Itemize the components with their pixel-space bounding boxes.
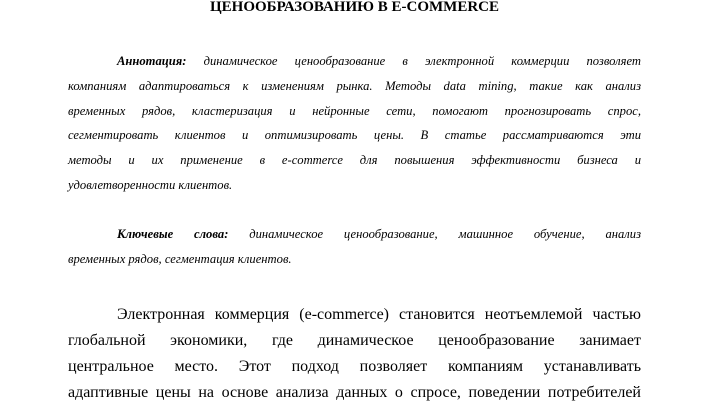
keywords — [68, 222, 641, 272]
abstract-line-4: сегментировать клиентов и оптимизировать цены. В статье рассматриваются эти — [68, 128, 641, 143]
abstract — [68, 49, 641, 198]
abstract-line-5: методы и их применение в e-commerce для повышения эффективности бизнеса и — [68, 153, 641, 168]
body-line-3: центральное место. Этот подход позволяет компаниям устанавливать — [68, 358, 641, 375]
abstract-line-6: удовлетворенности клиентов. — [68, 177, 233, 192]
keywords-line-2: временных рядов, сегментация клиентов. — [68, 251, 292, 266]
keywords-label: Ключевые слова: — [117, 227, 229, 241]
body-line-2: глобальной экономики, где динамическое ценообразование занимает — [68, 332, 641, 349]
body-text-1: Электронная коммерция (e-commerce) становится неотъемлемой частью — [117, 306, 641, 323]
keywords-text-1: динамическое ценообразование, машинное обучение, анализ — [249, 227, 641, 241]
keywords-line-1 — [68, 222, 641, 247]
abstract-line-3: временных рядов, кластеризация и нейронные сети, помогают прогнозировать спрос, — [68, 103, 641, 118]
body-line-1 — [68, 302, 641, 328]
abstract-label: Аннотация: — [117, 54, 187, 68]
body-paragraph — [68, 302, 641, 406]
abstract-line-1 — [68, 49, 641, 74]
abstract-text-1: динамическое ценообразование в электронной коммерции позволяет — [203, 54, 641, 68]
abstract-line-2: компаниям адаптироваться к изменениям рынка. Методы data mining, такие как анализ — [68, 78, 641, 93]
document-title: ЦЕНООБРАЗОВАНИЮ В E-COMMERCE — [210, 0, 499, 15]
body-line-4: адаптивные цены на основе анализа данных о спросе, поведении потребителей — [68, 384, 641, 401]
